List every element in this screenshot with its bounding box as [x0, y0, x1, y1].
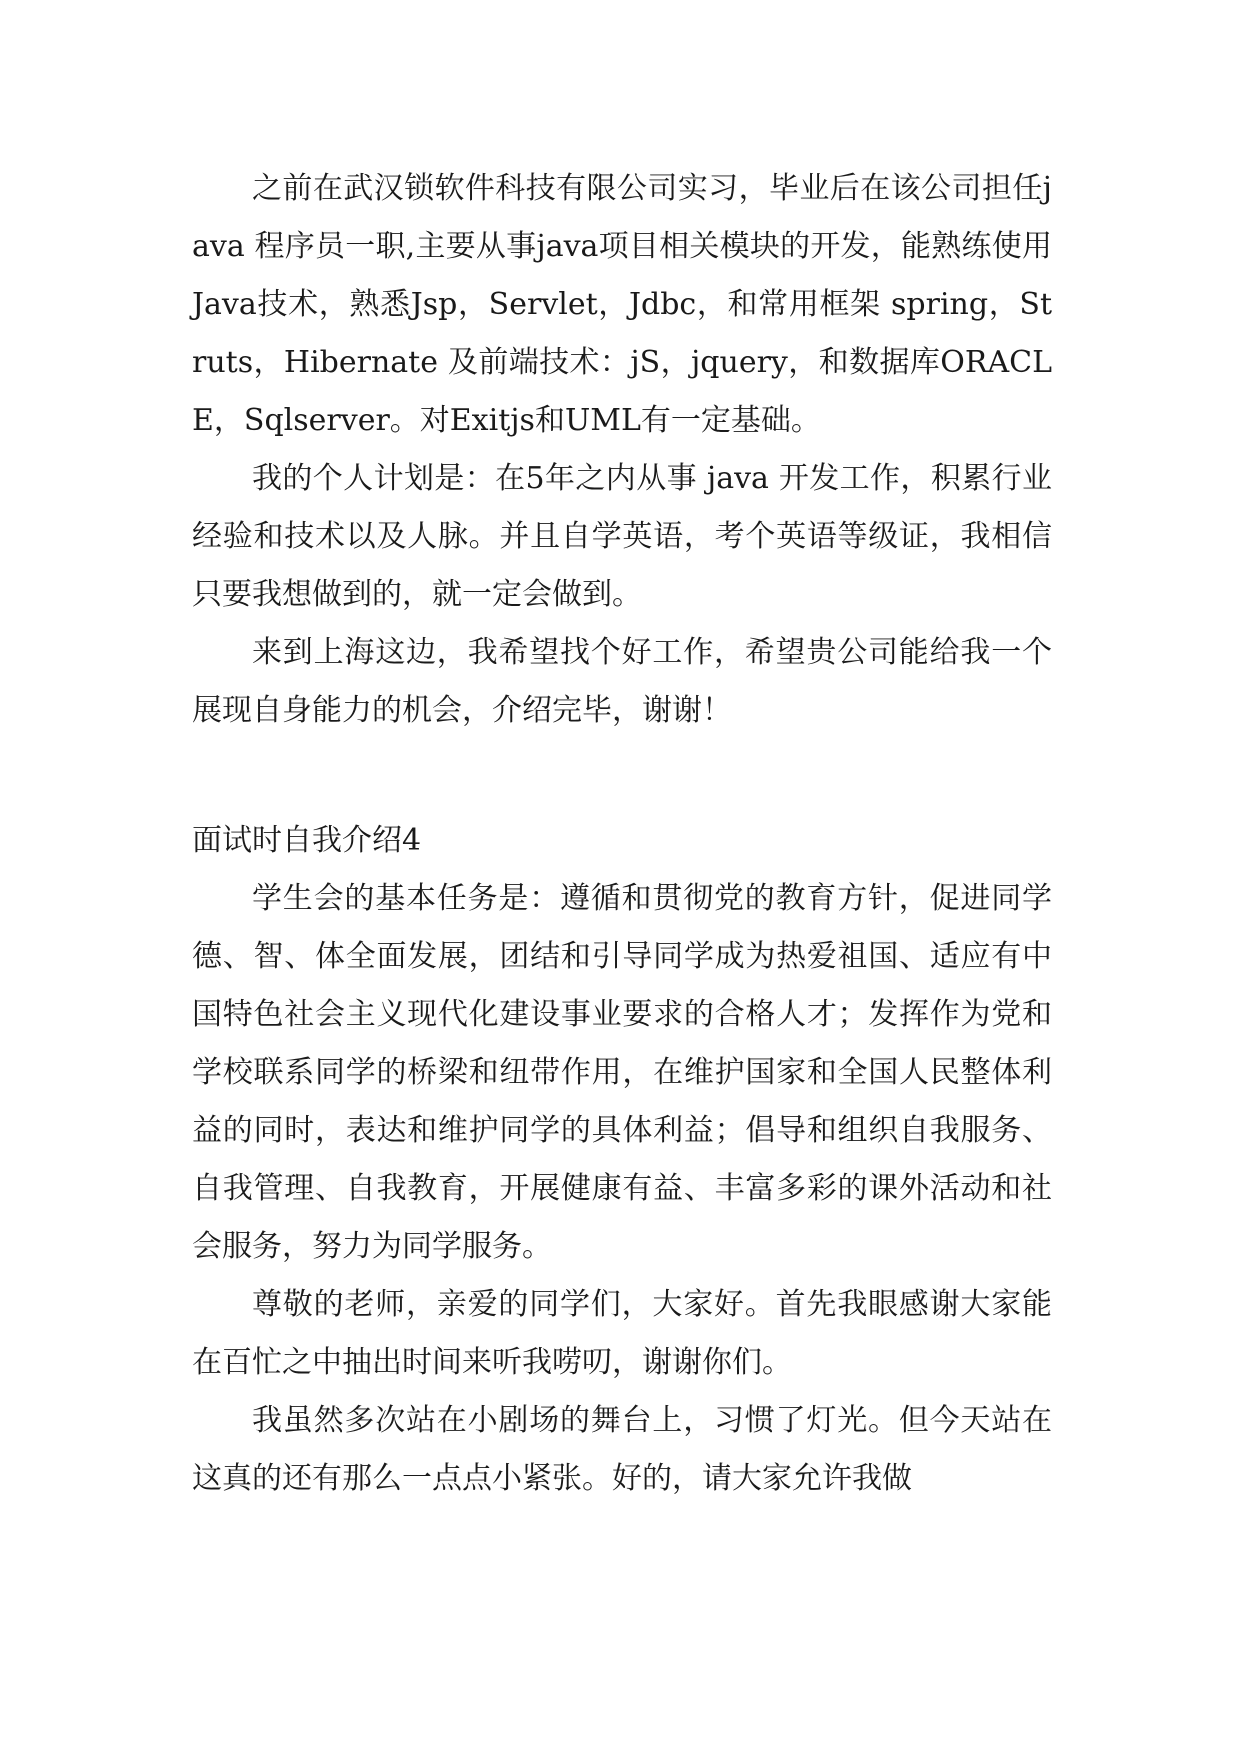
paragraph-student-union: 学生会的基本任务是：遵循和贯彻党的教育方针，促进同学德、智、体全面发展，团结和引导同学成为热爱祖国、适应有中国特色社会主义现代化建设事业要求的合格人才；发挥作为党和学校联系同学的桥梁和纽带作用，在维护国家和全国人民整体利益的同时，表达和维护同学的具体利益；倡导和组织自我服务、自我管理、自我教育，开展健康有益、丰富多彩的课外活动和社会服务，努力为同学服务。 [192, 881, 1052, 1264]
paragraph-internship: 之前在武汉锁软件科技有限公司实习，毕业后在该公司担任java 程序员一职,主要从事java项目相关模块的开发，能熟练使用Java技术，熟悉Jsp，Servlet，Jdbc，和常用框架 spring，Struts，Hibernate 及前端技术：jS，jquery，和数据库ORACLE，Sqlserver。对Exitjs和UML有一定基础。 [192, 171, 1052, 438]
paragraph-greeting: 尊敬的老师，亲爱的同学们，大家好。首先我眼感谢大家能在百忙之中抽出时间来听我唠叨，谢谢你们。 [192, 1287, 1052, 1380]
paragraph-closing: 来到上海这边，我希望找个好工作，希望贵公司能给我一个展现自身能力的机会，介绍完毕，谢谢！ [192, 635, 1052, 728]
document-page [192, 160, 1052, 1508]
paragraph-personal-plan: 我的个人计划是：在5年之内从事 java 开发工作，积累行业经验和技术以及人脉。并且自学英语，考个英语等级证，我相信只要我想做到的，就一定会做到。 [192, 461, 1052, 612]
paragraph-stage: 我虽然多次站在小剧场的舞台上，习惯了灯光。但今天站在这真的还有那么一点点小紧张。好的，请大家允许我做 [192, 1403, 1052, 1496]
section-heading: 面试时自我介绍4 [192, 823, 422, 858]
